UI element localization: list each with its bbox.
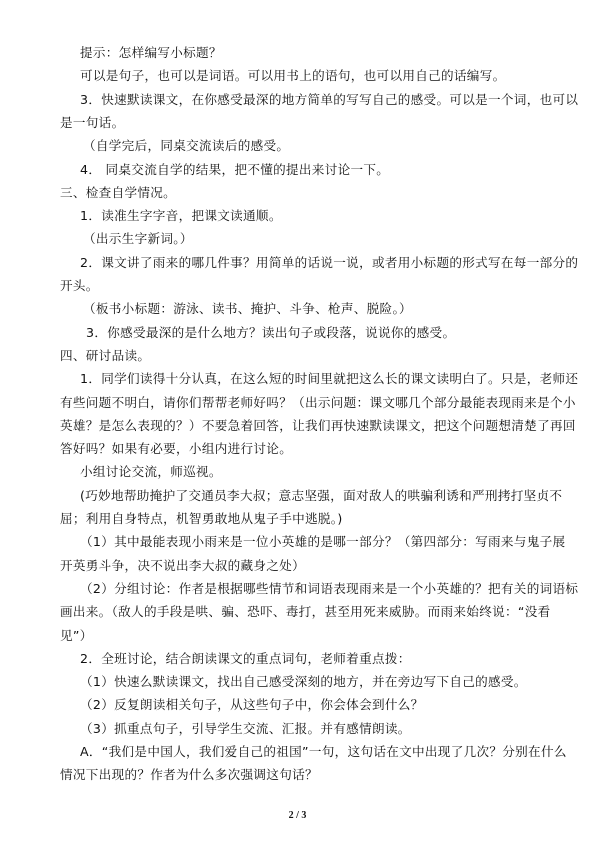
text-line: （出示生字新词。）	[83, 231, 193, 247]
text-line: 有些问题不明白，请你们帮帮老师好吗？（出示问题：课文哪几个部分最能表现雨来是个小	[60, 394, 576, 410]
text-line: （1）快速么默读课文，找出自己感受深刻的地方，并在旁边写下自己的感受。	[80, 674, 527, 690]
text-line: 提示：怎样编写小标题？	[80, 45, 222, 60]
text-line: 屈；利用自身特点，机智勇敢地从鬼子手中逃脱。)	[60, 511, 343, 526]
section-heading: 三、检查自学情况。	[60, 184, 177, 200]
text-line: （2）分组讨论：作者是根据哪些情节和词语表现雨来是一个小英雄的？把有关的词语标	[80, 580, 579, 596]
text-line: 是一句话。	[60, 114, 125, 130]
text-line: 英雄？是怎么表现的？）不要急着回答，让我们再快速默读课文，把这个问题想清楚了再回	[60, 417, 576, 433]
text-line: （自学完后，同桌交流读后的感受。	[83, 138, 290, 154]
section-heading: 四、研讨品读。	[60, 347, 151, 363]
text-line: 情况下出现的？作者为什么多次强调这句话？	[60, 767, 318, 783]
text-line: 4． 同桌交流自学的结果，把不懂的提出来讨论一下。	[80, 161, 390, 177]
text-line: 开头。	[60, 278, 99, 293]
text-line: 答好吗？如果有必要，小组内进行讨论。	[60, 441, 293, 457]
text-line: （板书小标题：游泳、读书、掩护、斗争、枪声、脱险。）	[83, 301, 412, 317]
text-line: 可以是句子，也可以是词语。可以用书上的语句，也可以用自己的话编写。	[80, 68, 506, 84]
text-line: 开英勇斗争，决不说出李大叔的藏身之处）	[60, 557, 305, 573]
text-line: 画出来。（敌人的手段是哄、骗、恐吓、毒打，甚至用死来威胁。而雨来始终说：“没看	[60, 604, 551, 620]
text-line: 见”）	[60, 627, 93, 643]
text-line: （1）其中最能表现小雨来是一位小英雄的是哪一部分？（第四部分：写雨来与鬼子展	[80, 534, 566, 550]
text-line: 小组讨论交流，师巡视。	[80, 464, 222, 480]
text-line: 3．你感受最深的是什么地方？读出句子或段落，说说你的感受。	[86, 324, 456, 340]
text-line: 1．读准生字字音，把课文读通顺。	[80, 208, 282, 224]
text-line: A．“我们是中国人，我们爱自己的祖国”一句，这句话在文中出现了几次？分别在什么	[80, 744, 567, 759]
text-line: 3．快速默读课文，在你感受最深的地方简单的写写自己的感受。可以是一个词，也可以	[80, 91, 579, 107]
text-line: （3）抓重点句子，引导学生交流、汇报。并有感情朗读。	[80, 720, 411, 736]
text-line: （2）反复朗读相关句子，从这些句子中，你会体会到什么？	[80, 697, 424, 713]
page-number: 2 / 3	[288, 810, 307, 821]
text-line: 2．课文讲了雨来的哪几件事？用简单的话说一说，或者用小标题的形式写在每一部分的	[80, 254, 579, 270]
text-line: 2．全班讨论，结合朗读课文的重点词句，老师着重点拨：	[80, 650, 411, 666]
text-line: 1．同学们读得十分认真，在这么短的时间里就把这么长的课文读明白了。只是，老师还	[80, 371, 579, 387]
text-line: (巧妙地帮助掩护了交通员李大叔；意志坚强，面对敌人的哄骗利诱和严刑拷打坚贞不	[80, 487, 563, 503]
